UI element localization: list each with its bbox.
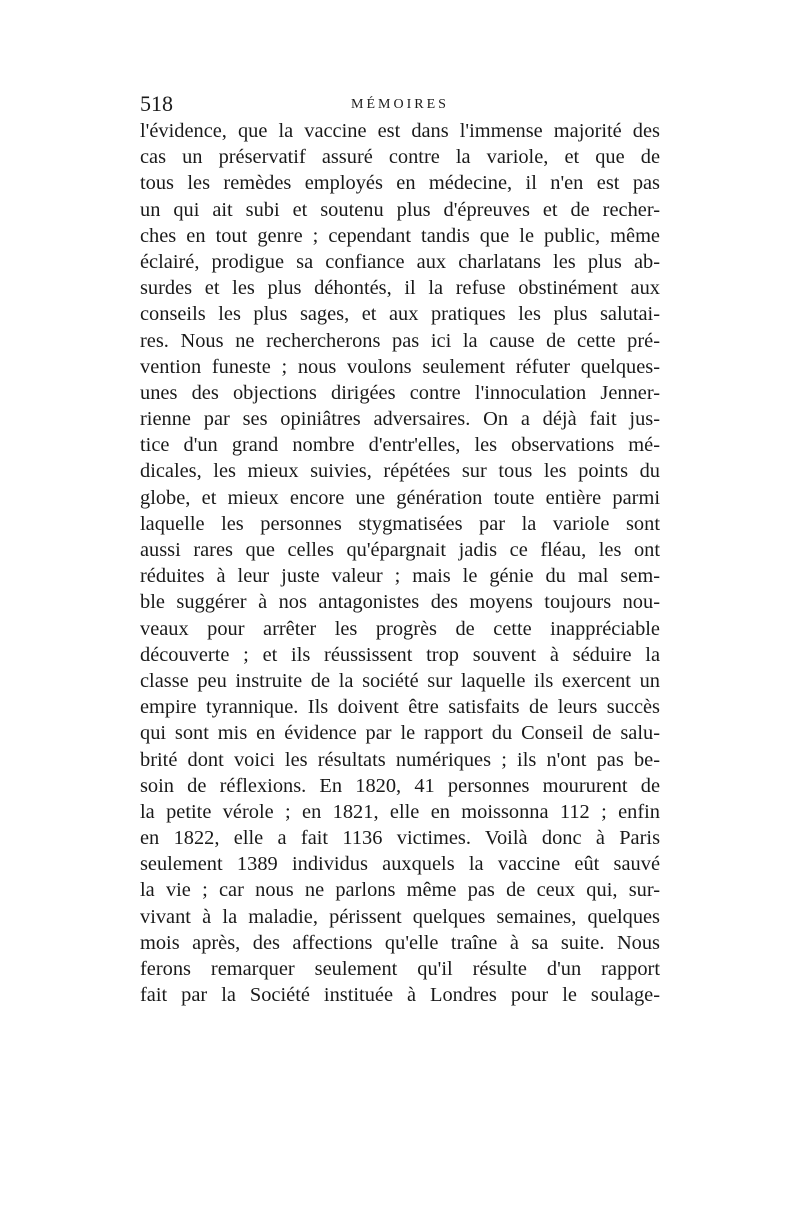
text-line: ches en tout genre ; cependant tandis que le public, même <box>140 224 660 247</box>
running-head: MÉMOIRES <box>351 97 449 112</box>
text-line: seulement 1389 individus auxquels la vaccine eût sauvé <box>140 853 660 876</box>
text-line: la petite vérole ; en 1821, elle en moissonna 112 ; enfin <box>140 800 660 823</box>
page-number: 518 <box>140 91 173 116</box>
text-line: réduites à leur juste valeur ; mais le génie du mal sem- <box>140 565 660 588</box>
text-line: soin de réflexions. En 1820, 41 personnes moururent de <box>140 774 660 797</box>
text-line: classe peu instruite de la société sur laquelle ils exercent un <box>140 669 660 692</box>
text-line: globe, et mieux encore une génération toute entière parmi <box>140 486 660 509</box>
text-line: qui sont mis en évidence par le rapport du Conseil de salu- <box>140 722 660 745</box>
text-line: conseils les plus sages, et aux pratiques les plus salutai- <box>140 303 660 326</box>
text-line: l'évidence, que la vaccine est dans l'immense majorité des <box>140 120 660 142</box>
text-line: empire tyrannique. Ils doivent être satisfaits de leurs succès <box>140 696 660 719</box>
text-line: laquelle les personnes stygmatisées par la variole sont <box>140 512 660 535</box>
text-line: unes des objections dirigées contre l'innoculation Jenner- <box>140 381 660 404</box>
book-page <box>140 92 660 1008</box>
text-line: découverte ; et ils réussissent trop souvent à séduire la <box>140 643 660 666</box>
text-line: un qui ait subi et soutenu plus d'épreuves et de recher- <box>140 198 660 221</box>
page-header <box>140 92 660 116</box>
text-line: veaux pour arrêter les progrès de cette inappréciable <box>140 617 660 640</box>
text-line: vention funeste ; nous voulons seulement réfuter quelques- <box>140 355 660 378</box>
text-line: la vie ; car nous ne parlons même pas de ceux qui, sur- <box>140 879 660 902</box>
text-line: tice d'un grand nombre d'entr'elles, les observations mé- <box>140 434 660 457</box>
text-line: brité dont voici les résultats numériques ; ils n'ont pas be- <box>140 748 660 771</box>
text-line: ferons remarquer seulement qu'il résulte d'un rapport <box>140 958 660 980</box>
text-line: cas un préservatif assuré contre la variole, et que de <box>140 146 660 169</box>
text-line: mois après, des affections qu'elle traîne à sa suite. Nous <box>140 931 660 954</box>
body-paragraph <box>140 118 660 1008</box>
text-line: tous les remèdes employés en médecine, il n'en est pas <box>140 172 660 195</box>
text-line: fait par la Société instituée à Londres pour le soulage- <box>140 984 660 1007</box>
text-line: vivant à la maladie, périssent quelques semaines, quelques <box>140 905 660 928</box>
text-line: rienne par ses opiniâtres adversaires. On a déjà fait jus- <box>140 408 660 431</box>
text-line: aussi rares que celles qu'épargnait jadis ce fléau, les ont <box>140 539 660 561</box>
text-line: éclairé, prodigue sa confiance aux charlatans les plus ab- <box>140 250 660 273</box>
text-line: en 1822, elle a fait 1136 victimes. Voilà donc à Paris <box>140 827 660 850</box>
text-line: res. Nous ne rechercherons pas ici la cause de cette pré- <box>140 329 660 352</box>
text-line: dicales, les mieux suivies, répétées sur tous les points du <box>140 460 660 483</box>
text-line: surdes et les plus déhontés, il la refuse obstinément aux <box>140 277 660 300</box>
text-line: ble suggérer à nos antagonistes des moyens toujours nou- <box>140 591 660 614</box>
